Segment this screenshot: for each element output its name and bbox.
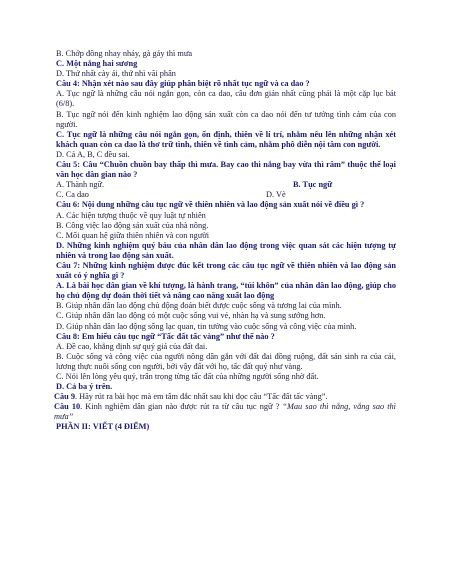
q4-option-a: A. Tục ngữ là những câu nói ngắn gọn, còn ca dao, câu đơn giản nhất cũng phải là một cặp lục bát (6/8). (56, 89, 396, 109)
q10-text: . Kinh nghiệm dân gian nào được rút ra từ câu tục ngữ ? (80, 402, 283, 412)
q8-option-d: D. Cả ba ý trên. (56, 382, 113, 392)
q7-option-a: A. Là bài học dân gian về khí tượng, là hành trang, “túi khôn” của nhân dân lao động, giúp cho họ chủ động dự đoán thời tiết và nâng cao năng xuất lao động (56, 281, 396, 301)
q7-option-b: B. Giúp nhân dân lao động chủ động đoán biết được cuộc sống và tương lai của mình. (56, 301, 342, 311)
q7-option-d: D. Giúp nhân dân lao động sống lạc quan, tin tưởng vào cuộc sống và công việc của mình. (56, 321, 357, 331)
q3-option-b: B. Chớp đông nhay nháy, gà gáy thì mưa (56, 49, 193, 58)
q5-option-b: B. Tục ngữ (293, 180, 333, 190)
q10-label: Câu 10 (54, 402, 81, 412)
q4-question: Câu 4: Nhận xét nào sau đây giúp phân biệt rõ nhất tục ngữ và ca dao ? (56, 79, 310, 89)
q3-option-d: D. Thứ nhất cày ải, thứ nhì vãi phân (56, 69, 176, 79)
q7-question: Câu 7: Những kinh nghiệm được đúc kết trong các câu tục ngữ về thiên nhiên và lao động sản xuất có ý nghĩa gì ? (56, 260, 396, 281)
q10-quote: “Mau sao thì nắng, vắng sao thì mưa” (54, 402, 396, 422)
exam-content (56, 49, 396, 433)
q8-option-c: C. Nói lên lòng yêu quý, trân trọng từng tấc đất của những người sống nhờ đất. (56, 372, 319, 381)
q5-question: Câu 5: Câu “Chuồn chuồn bay thấp thì mưa. Bay cao thì nắng bay vừa thì râm” thuộc thể loại văn học dân gian nào ? (56, 160, 396, 180)
q6-question: Câu 6: Nội dung những câu tục ngữ về thiên nhiên và lao động sản xuất nói về điều gì ? (56, 200, 365, 210)
q8-option-b: B. Cuộc sống và công việc của người nông dân gắn với đất đai đồng ruộng, đất sản sinh ra của cải, lương thực nuôi sống con người, bởi vậy đất với họ, tấc đất quý như vàng. (56, 351, 396, 371)
q5-option-a: A. Thành ngữ. (56, 180, 105, 190)
q7-option-c: C. Giúp nhân dân lao động có một cuộc sống vui vẻ, nhàn hạ và sung sướng hơn. (56, 311, 326, 321)
part2-title: PHẦN II: VIẾT (4 ĐIỂM) (56, 422, 150, 432)
q8-option-a: A. Đề cao, khẳng định sự quý giá của đất đai. (56, 341, 208, 351)
q6-option-a: A. Các hiện tượng thuộc về quy luật tự nhiên (56, 210, 206, 220)
q4-option-d: D. Cả A, B, C đều sai. (56, 149, 130, 159)
q8-question: Câu 8: Em hiểu câu tục ngữ “Tấc đất tấc vàng” như thế nào ? (56, 331, 275, 341)
q6-option-b: B. Công việc lao động sản xuất của nhà nông. (56, 220, 209, 230)
q5-options-row-1 (56, 180, 396, 190)
q4-option-b: B. Tục ngữ nói đến kinh nghiệm lao động sản xuất còn ca dao nói đến tư tưởng tình cảm của con người. (56, 109, 396, 129)
q6-option-c: C. Mối quan hệ giữa thiên nhiên và con người (56, 230, 210, 240)
q9-line (54, 392, 396, 402)
q5-options-row-2 (56, 190, 396, 200)
q5-option-c: C. Ca dao (56, 190, 89, 200)
q3-option-c: C. Một nắng hai sương (56, 59, 138, 69)
q10-line (54, 402, 396, 422)
q4-option-c: C. Tục ngữ là những câu nói ngắn gọn, ổn định, thiên về lí trí, nhằm nêu lên những nhận xét khách quan còn ca dao là thơ trữ tình, thiên về tình cảm, nhằm phô diễn nội tâm con người. (56, 129, 396, 149)
q5-option-d: D. Vè (266, 190, 286, 200)
q6-option-d: D. Những kinh nghiệm quý báu của nhân dân lao động trong việc quan sát các hiện tượng tự nhiên và trong lao động sản xuất. (56, 240, 396, 260)
q9-text: . Hãy rút ra bài học mà em tâm đắc nhất sau khi đọc câu “Tấc đất tấc vàng”. (74, 392, 328, 402)
q9-label: Câu 9 (54, 392, 75, 402)
